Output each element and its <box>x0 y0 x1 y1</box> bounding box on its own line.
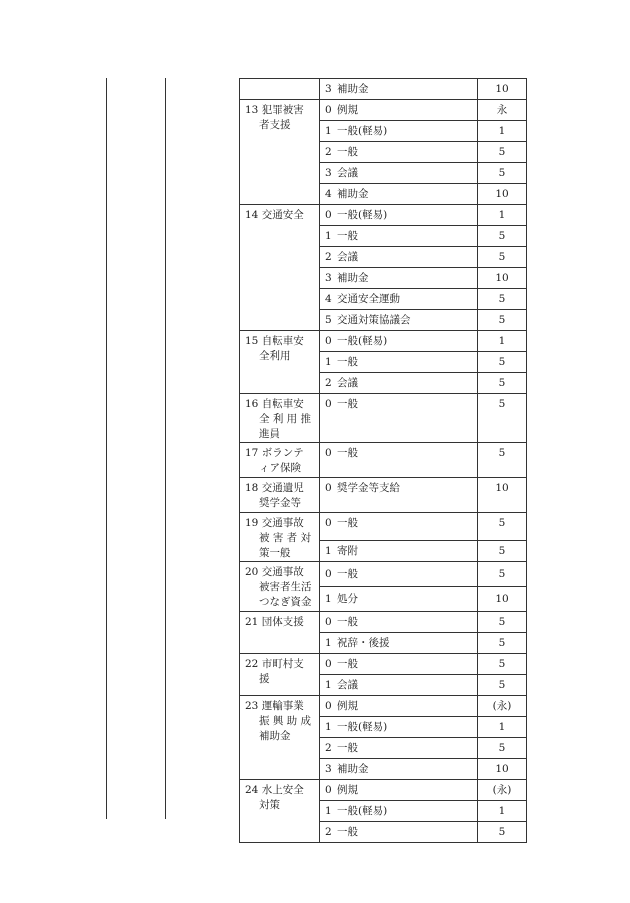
item-label-line: 20 交通事故 <box>245 566 304 578</box>
sub-item-label: 一般(軽易) <box>337 209 388 221</box>
retention-years-cell <box>478 443 527 478</box>
sub-item-label: 一般 <box>337 616 358 628</box>
item-label <box>240 780 319 813</box>
item-label-line: 13 犯罪被害 <box>245 104 304 116</box>
table-row <box>240 205 527 226</box>
sub-item-number: 1 <box>325 637 332 649</box>
sub-item-number: 0 <box>325 616 332 628</box>
table-body <box>240 79 527 843</box>
sub-item-number: 3 <box>325 272 332 284</box>
sub-item-cell <box>320 801 478 822</box>
sub-item-cell <box>320 562 478 587</box>
sub-item-number: 5 <box>325 314 332 326</box>
sub-item-label: 補助金 <box>337 763 369 775</box>
retention-years-value: 1 <box>498 805 506 817</box>
item-label-line: 19 交通事故 <box>245 517 304 529</box>
retention-years-value: 10 <box>495 272 509 284</box>
item-label-line: 17 ボランテ <box>245 447 304 459</box>
item-label-line: 23 運輸事業 <box>245 700 304 712</box>
sub-item-label: 会議 <box>337 377 358 389</box>
retention-years-cell <box>478 352 527 373</box>
table-row <box>240 394 527 443</box>
sub-item-label: 一般 <box>337 517 358 529</box>
sub-item-number: 0 <box>325 700 332 712</box>
item-label <box>240 100 319 133</box>
retention-years-value: 永 <box>496 104 508 116</box>
sub-item-label: 会議 <box>337 251 358 263</box>
sub-item-label: 一般 <box>337 356 358 368</box>
retention-years-value: 5 <box>498 146 506 158</box>
sub-item-cell <box>320 675 478 696</box>
item-label-line: 対策 <box>259 799 280 811</box>
retention-years-value: 1 <box>498 335 506 347</box>
sub-item-number: 4 <box>325 293 332 305</box>
item-cell <box>240 205 320 331</box>
item-label-line: 奨学金等 <box>259 497 301 509</box>
table-row <box>240 443 527 478</box>
item-label-line: ィア保険 <box>259 462 301 474</box>
sub-item-number: 0 <box>325 398 332 410</box>
sub-item-label: 会議 <box>337 167 358 179</box>
retention-years-cell <box>478 142 527 163</box>
retention-years-value: 1 <box>498 125 506 137</box>
item-label-line: 15 自転車安 <box>245 335 304 347</box>
item-label-line: 被 害 者 対 <box>259 532 312 544</box>
item-cell <box>240 780 320 843</box>
retention-years-cell <box>478 801 527 822</box>
sub-item-cell <box>320 780 478 801</box>
item-label-line: つなぎ資金 <box>259 596 312 608</box>
retention-years-value: 5 <box>498 251 506 263</box>
sub-item-cell <box>320 443 478 478</box>
sub-item-number: 0 <box>325 104 332 116</box>
item-label-line: 振 興 助 成 <box>259 715 312 727</box>
retention-years-cell <box>478 184 527 205</box>
sub-item-label: 一般 <box>337 742 358 754</box>
retention-years-cell <box>478 587 527 612</box>
retention-years-cell <box>478 633 527 654</box>
item-cell <box>240 394 320 443</box>
left-column-rule-1 <box>106 78 107 819</box>
sub-item-cell <box>320 541 478 562</box>
retention-years-value: 5 <box>498 826 506 838</box>
retention-years-value: 5 <box>498 616 506 628</box>
item-label <box>240 205 319 223</box>
sub-item-cell <box>320 352 478 373</box>
sub-item-label: 奨学金等支給 <box>337 482 400 494</box>
retention-years-cell <box>478 79 527 100</box>
sub-item-label: 一般 <box>337 568 358 580</box>
item-label-line: 14 交通安全 <box>245 209 304 221</box>
sub-item-cell <box>320 654 478 675</box>
item-cell <box>240 562 320 612</box>
table-row <box>240 478 527 513</box>
retention-years-cell <box>478 289 527 310</box>
sub-item-label: 一般(軽易) <box>337 805 388 817</box>
sub-item-label: 補助金 <box>337 83 369 95</box>
item-label-line: 者支援 <box>259 119 291 131</box>
item-cell <box>240 79 320 100</box>
sub-item-label: 補助金 <box>337 272 369 284</box>
sub-item-number: 3 <box>325 167 332 179</box>
retention-years-cell <box>478 310 527 331</box>
sub-item-number: 0 <box>325 209 332 221</box>
sub-item-number: 0 <box>325 447 332 459</box>
sub-item-cell <box>320 184 478 205</box>
sub-item-label: 一般 <box>337 447 358 459</box>
item-label <box>240 513 319 561</box>
item-label-line: 補助金 <box>259 730 291 742</box>
retention-years-value: 5 <box>498 545 506 557</box>
item-cell <box>240 100 320 205</box>
retention-schedule-table <box>239 78 527 843</box>
sub-item-cell <box>320 142 478 163</box>
table-row <box>240 562 527 587</box>
sub-item-cell <box>320 289 478 310</box>
sub-item-number: 2 <box>325 251 332 263</box>
sub-item-label: 一般(軽易) <box>337 335 388 347</box>
item-label-line: 24 水上安全 <box>245 784 304 796</box>
table-row <box>240 331 527 352</box>
retention-years-value: 1 <box>498 721 506 733</box>
retention-years-value: 5 <box>498 398 506 410</box>
sub-item-cell <box>320 163 478 184</box>
sub-item-label: 一般 <box>337 398 358 410</box>
retention-years-value: 5 <box>498 167 506 179</box>
sub-item-number: 2 <box>325 377 332 389</box>
sub-item-label: 一般 <box>337 658 358 670</box>
item-label-line: 援 <box>259 673 270 685</box>
retention-years-cell <box>478 696 527 717</box>
sub-item-label: 交通安全運動 <box>337 293 400 305</box>
retention-years-cell <box>478 478 527 513</box>
sub-item-label: 処分 <box>337 593 358 605</box>
retention-years-cell <box>478 513 527 541</box>
sub-item-cell <box>320 587 478 612</box>
sub-item-cell <box>320 717 478 738</box>
sub-item-number: 1 <box>325 125 332 137</box>
sub-item-cell <box>320 738 478 759</box>
retention-years-value: 5 <box>498 742 506 754</box>
sub-item-label: 補助金 <box>337 188 369 200</box>
retention-years-value: 5 <box>498 637 506 649</box>
retention-years-value: 5 <box>498 293 506 305</box>
item-label <box>240 443 319 476</box>
sub-item-label: 例規 <box>337 700 358 712</box>
retention-years-value: 5 <box>498 568 506 580</box>
item-cell <box>240 654 320 696</box>
item-label-line: 18 交通遺児 <box>245 482 304 494</box>
item-cell <box>240 443 320 478</box>
retention-years-value: 10 <box>495 83 509 95</box>
retention-years-cell <box>478 541 527 562</box>
sub-item-label: 例規 <box>337 784 358 796</box>
table-row <box>240 100 527 121</box>
item-label-line: 21 団体支援 <box>245 616 304 628</box>
sub-item-number: 4 <box>325 188 332 200</box>
sub-item-cell <box>320 247 478 268</box>
table-row <box>240 780 527 801</box>
retention-years-cell <box>478 100 527 121</box>
retention-years-cell <box>478 822 527 843</box>
retention-years-cell <box>478 780 527 801</box>
sub-item-number: 3 <box>325 763 332 775</box>
sub-item-cell <box>320 121 478 142</box>
sub-item-label: 祝辞・後援 <box>337 637 390 649</box>
retention-years-value: (永) <box>492 700 512 712</box>
retention-years-value: 5 <box>498 679 506 691</box>
retention-years-value: 10 <box>495 188 509 200</box>
sub-item-cell <box>320 268 478 289</box>
item-cell <box>240 612 320 654</box>
sub-item-number: 2 <box>325 826 332 838</box>
item-label-line: 22 市町村支 <box>245 658 304 670</box>
retention-years-value: 10 <box>495 763 509 775</box>
retention-years-cell <box>478 163 527 184</box>
item-label <box>240 612 319 630</box>
item-label <box>240 478 319 511</box>
table-row <box>240 654 527 675</box>
item-label <box>240 562 319 610</box>
retention-years-value: 10 <box>495 593 509 605</box>
retention-years-cell <box>478 612 527 633</box>
sub-item-number: 1 <box>325 230 332 242</box>
left-column-rule-2 <box>165 78 166 819</box>
sub-item-cell <box>320 612 478 633</box>
retention-years-value: 5 <box>498 377 506 389</box>
retention-years-cell <box>478 562 527 587</box>
sub-item-label: 会議 <box>337 679 358 691</box>
retention-years-cell <box>478 675 527 696</box>
item-label <box>240 654 319 687</box>
retention-years-cell <box>478 373 527 394</box>
item-label-line: 策一般 <box>259 547 291 559</box>
sub-item-number: 1 <box>325 356 332 368</box>
item-label-line: 全利用 <box>259 350 291 362</box>
sub-item-number: 2 <box>325 146 332 158</box>
retention-years-value: (永) <box>492 784 512 796</box>
sub-item-cell <box>320 310 478 331</box>
sub-item-cell <box>320 478 478 513</box>
sub-item-label: 一般 <box>337 826 358 838</box>
sub-item-number: 0 <box>325 568 332 580</box>
table-row <box>240 696 527 717</box>
sub-item-cell <box>320 394 478 443</box>
table-row <box>240 79 527 100</box>
sub-item-number: 0 <box>325 784 332 796</box>
retention-years-cell <box>478 654 527 675</box>
item-cell <box>240 513 320 562</box>
item-cell <box>240 478 320 513</box>
item-label <box>240 696 319 744</box>
retention-years-cell <box>478 226 527 247</box>
retention-years-cell <box>478 738 527 759</box>
retention-years-value: 5 <box>498 658 506 670</box>
retention-years-value: 10 <box>495 482 509 494</box>
item-cell <box>240 331 320 394</box>
item-label-line: 全 利 用 推 <box>259 413 312 425</box>
retention-years-cell <box>478 268 527 289</box>
sub-item-label: 一般 <box>337 230 358 242</box>
sub-item-number: 3 <box>325 83 332 95</box>
sub-item-label: 例規 <box>337 104 358 116</box>
retention-years-cell <box>478 717 527 738</box>
retention-years-cell <box>478 394 527 443</box>
retention-years-value: 1 <box>498 209 506 221</box>
retention-years-value: 5 <box>498 447 506 459</box>
retention-years-value: 5 <box>498 356 506 368</box>
retention-years-value: 5 <box>498 314 506 326</box>
sub-item-cell <box>320 822 478 843</box>
sub-item-cell <box>320 696 478 717</box>
sub-item-number: 0 <box>325 517 332 529</box>
retention-years-cell <box>478 121 527 142</box>
retention-years-cell <box>478 205 527 226</box>
sub-item-cell <box>320 331 478 352</box>
sub-item-number: 1 <box>325 593 332 605</box>
retention-years-cell <box>478 331 527 352</box>
retention-years-value: 5 <box>498 230 506 242</box>
sub-item-label: 一般(軽易) <box>337 125 388 137</box>
table-row <box>240 612 527 633</box>
sub-item-number: 2 <box>325 742 332 754</box>
retention-years-value: 5 <box>498 517 506 529</box>
item-label <box>240 394 319 442</box>
sub-item-cell <box>320 373 478 394</box>
sub-item-label: 交通対策協議会 <box>337 314 411 326</box>
sub-item-cell <box>320 513 478 541</box>
sub-item-number: 1 <box>325 545 332 557</box>
sub-item-cell <box>320 759 478 780</box>
sub-item-label: 一般(軽易) <box>337 721 388 733</box>
sub-item-cell <box>320 226 478 247</box>
sub-item-label: 寄附 <box>337 545 358 557</box>
sub-item-number: 1 <box>325 679 332 691</box>
sub-item-number: 1 <box>325 721 332 733</box>
retention-years-cell <box>478 759 527 780</box>
sub-item-cell <box>320 205 478 226</box>
sub-item-number: 1 <box>325 805 332 817</box>
sub-item-cell <box>320 100 478 121</box>
item-label-line: 進員 <box>259 428 280 440</box>
item-label <box>240 331 319 364</box>
sub-item-cell <box>320 79 478 100</box>
sub-item-label: 一般 <box>337 146 358 158</box>
sub-item-cell <box>320 633 478 654</box>
retention-years-cell <box>478 247 527 268</box>
sub-item-number: 0 <box>325 482 332 494</box>
sub-item-number: 0 <box>325 658 332 670</box>
item-label-line: 16 自転車安 <box>245 398 304 410</box>
table-row <box>240 513 527 541</box>
sub-item-number: 0 <box>325 335 332 347</box>
item-label-line: 被害者生活 <box>259 581 312 593</box>
item-cell <box>240 696 320 780</box>
